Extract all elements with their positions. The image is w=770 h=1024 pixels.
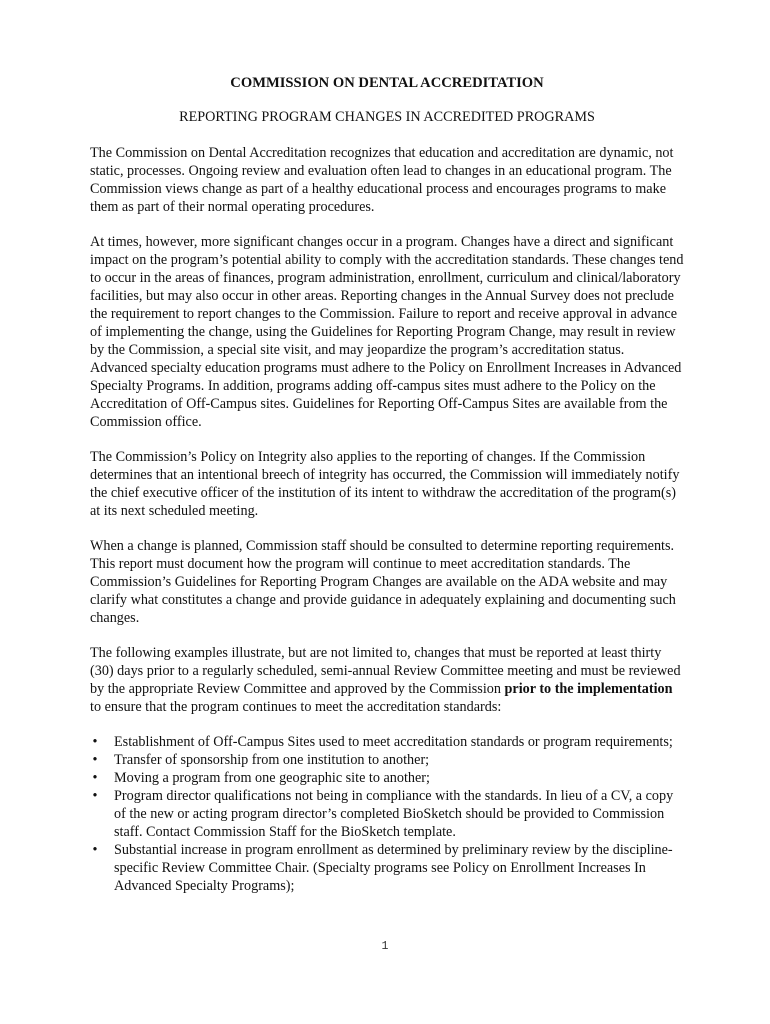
paragraph-examples-text: The following examples illustrate, but are not limited to, changes that must be reported at least thirty (30) days prior to a regularly scheduled, semi-annual Review Committee meeting and must be reviewed by the appropriate Review Committee and approved by the Commission — [90, 645, 681, 697]
list-item — [90, 733, 684, 751]
bullet-icon: • — [92, 842, 98, 858]
list-item-text: Transfer of sponsorship from one institution to another; — [114, 752, 430, 768]
list-item — [90, 769, 684, 787]
bullet-icon: • — [92, 752, 98, 768]
paragraph-examples — [90, 644, 684, 716]
page-number: 1 — [381, 940, 389, 953]
list-item-text: Substantial increase in program enrollment as determined by preliminary review by the discipline-specific Review Committee Chair. (Specialty programs see Policy on Enrollment Increases In Advanced Specialty Programs); — [114, 842, 673, 894]
list-item-text: Program director qualifications not being in compliance with the standards. In lieu of a CV, a copy of the new or acting program director’s completed BioSketch should be provided to Commission staff. Contact Commission Staff for the BioSketch template. — [114, 788, 674, 840]
list-item-text: Establishment of Off-Campus Sites used to meet accreditation standards or program requirements; — [114, 734, 673, 750]
paragraph-examples-emphasis: prior to the implementation — [504, 681, 673, 697]
document-title: COMMISSION ON DENTAL ACCREDITATION — [230, 75, 544, 91]
bullet-icon: • — [92, 770, 98, 786]
paragraph-intro: The Commission on Dental Accreditation recognizes that education and accreditation are dynamic, not static, processes. Ongoing review and evaluation often lead to changes in an educational program. The Commission views change as part of a healthy educational process and encourages programs to make them as part of their normal operating procedures. — [90, 145, 674, 215]
document-subtitle: REPORTING PROGRAM CHANGES IN ACCREDITED PROGRAMS — [179, 109, 595, 125]
paragraph-policy-on-integrity: The Commission’s Policy on Integrity also applies to the reporting of changes. If the Commission determines that an intentional breech of integrity has occurred, the Commission will immediately notify the chief executive officer of the institution of its intent to withdraw the accreditation of the program(s) at its next scheduled meeting. — [90, 449, 680, 519]
bullet-icon: • — [92, 788, 98, 804]
bullet-list — [90, 733, 684, 895]
paragraph-examples-text-end: to ensure that the program continues to meet the accreditation standards: — [90, 699, 502, 715]
paragraph-planned-change: When a change is planned, Commission staff should be consulted to determine reporting requirements. This report must document how the program will continue to meet accreditation standards. The Commission’s Guidelines for Reporting Program Changes are available on the ADA website and may clarify what constitutes a change and provide guidance in adequately explaining and documenting such changes. — [90, 538, 676, 626]
list-item-text: Moving a program from one geographic site to another; — [114, 770, 430, 786]
document-page — [90, 74, 684, 895]
list-item — [90, 841, 684, 895]
paragraph-significant-changes: At times, however, more significant changes occur in a program. Changes have a direct and significant impact on the program’s potential ability to comply with the accreditation standards. These changes tend to occur in the areas of finances, program administration, enrollment, curriculum and clinical/laboratory facilities, but may also occur in other areas. Reporting changes in the Annual Survey does not preclude the requirement to report changes to the Commission. Failure to report and receive approval in advance of implementing the change, using the Guidelines for Reporting Program Change, may result in review by the Commission, a special site visit, and may jeopardize the program’s accreditation status. Advanced specialty education programs must adhere to the Policy on Enrollment Increases in Advanced Specialty Programs. In addition, programs adding off-campus sites must adhere to the Policy on the Accreditation of Off-Campus sites. Guidelines for Reporting Off-Campus Sites are available from the Commission office. — [90, 234, 684, 430]
list-item — [90, 787, 684, 841]
bullet-icon: • — [92, 734, 98, 750]
list-item — [90, 751, 684, 769]
